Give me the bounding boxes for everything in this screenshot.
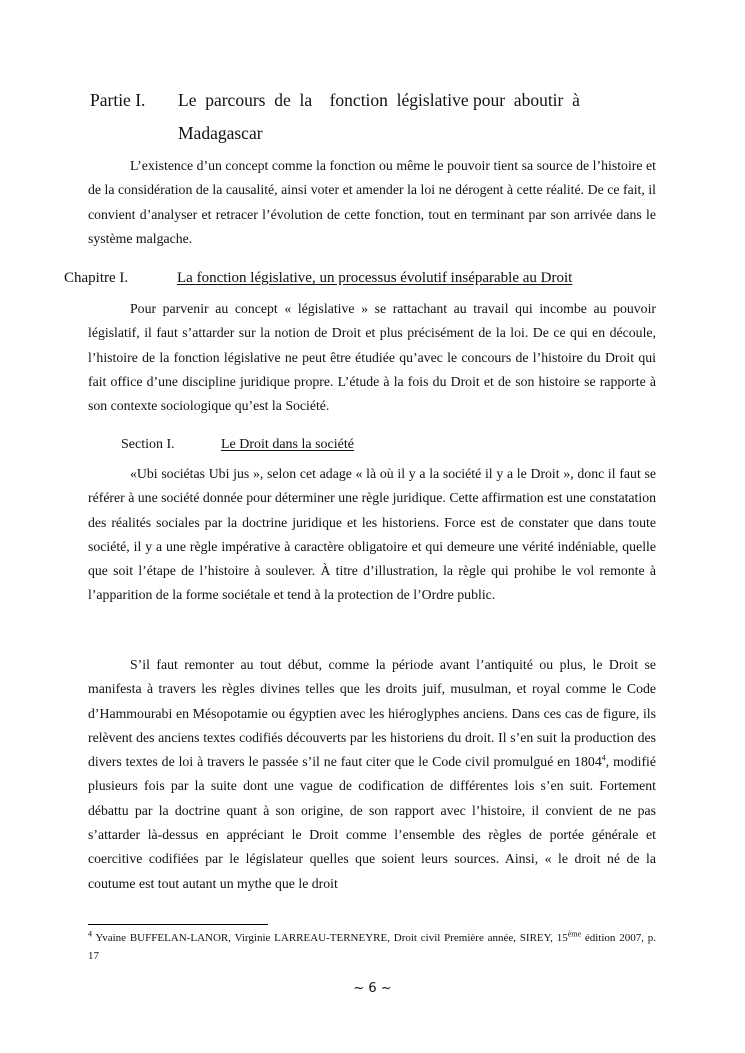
footnote-separator <box>88 924 268 925</box>
part-title-line1: Le parcours de la fonction législative pour aboutir à <box>178 90 580 110</box>
footnote-marker: 4 <box>88 929 92 939</box>
page-number: ~ 6 ~ <box>353 981 392 996</box>
section-number: Section I. <box>121 437 175 452</box>
chapter-number: Chapitre I. <box>64 270 129 286</box>
chapter-paragraph: Pour parvenir au concept « législative » se rattachant au travail qui incombe au pouvoir législatif, il faut s’attarder sur la notion de Droit et plus précisément de la loi. De ce qui en découle, l’histoire de la fonction législative ne peut être étudiée qu’avec le concours de l’histoire du Droit qui fait office d’une discipline juridique propre. L’étude à la fois du Droit et de son histoire se rapporte à son contexte sociologique qu’est la Société. <box>88 301 656 414</box>
chapter-title: La fonction législative, un processus évolutif inséparable au Droit <box>177 270 573 286</box>
section-title: Le Droit dans la société <box>221 437 354 452</box>
section-paragraph-1: «Ubi sociétas Ubi jus », selon cet adage « là où il y a la société il y a le Droit », donc il faut se référer à une société donnée pour déterminer une règle juridique. Cette affirmation est une constatation des réalités sociales par la doctrine juridique et les historiens. Force est de constater que dans toute société, il y a une règle impérative à caractère obligatoire et qui demeure une vérité indéniable, quelle que soit l’étape de l’histoire à soulever. À titre d’illustration, la règle qui prohibe le vol remonte à l’apparition de la forme sociétale et tend à la protection de l’Ordre public. <box>88 466 656 603</box>
section-heading <box>121 437 621 453</box>
part-number: Partie I. <box>90 90 146 110</box>
footnote-reference: 4 <box>601 753 606 763</box>
chapter-heading <box>64 270 664 287</box>
intro-paragraph: L’existence d’un concept comme la fonction ou même le pouvoir tient sa source de l’histoire et de la considération de la causalité, ainsi voter et amender la loi ne dérogent à cette réalité. De ce fait, il convient d’analyser et retracer l’évolution de cette fonction, tout en terminant par son arrivée dans le système malgache. <box>88 158 656 246</box>
part-title-line2: Madagascar <box>178 123 263 143</box>
section-paragraph-2: S’il faut remonter au tout début, comme la période avant l’antiquité ou plus, le Droit se manifesta à travers les règles divines telles que les droits juif, musulman, et royal comme le Code d’Hammourabi en Mésopotamie ou égyptien avec les hiéroglyphes anciens. Dans ces cas de figure, ils relèvent des anciens textes codifiés découverts par les historiens du droit. Il s’en suit la production des divers textes de loi à travers le passée s’il ne faut citer que le Code civil promulgué en 1804$^4$, modifié plusieurs fois par la suite dont une vague de codification de différentes lois s’en suit. Fortement débattu par la doctrine quant à son origine, de son rapport avec l’histoire, il convient de ne pas s’attarder là-dessus en appréciant le Droit comme l’ensemble des règles de portée générale et coercitive codifiées par le législateur quelles que soient leurs sources. Ainsi, « le droit né de la coutume est tout autant un mythe que le droit <box>88 657 656 891</box>
part-heading <box>90 90 660 150</box>
footnote: $^4$ Yvaine BUFFELAN-LANOR, Virginie LARREAU-TERNEYRE, Droit civil Première année, SIREY, 15ème édition 2007, p. 17 <box>88 929 656 962</box>
